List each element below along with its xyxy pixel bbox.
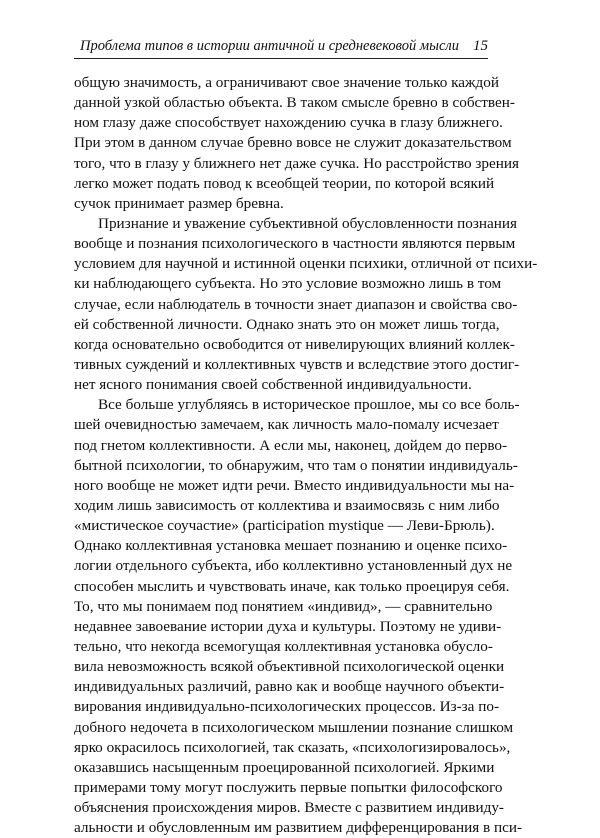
text-line: «мистическое соучастие» (participation mystique — Леви-Брюль). [74,517,495,535]
text-line: То, что мы понимаем под понятием «индивид», — сравнительно [74,597,493,615]
text-line: ходим лишь зависимость от коллектива и взаимосвязь с ним либо [74,496,500,514]
text-line: случае, если наблюдатель в точности знает диапазон и свойства сво- [74,295,518,313]
text-line: того, что в глазу у ближнего нет даже сучка. Но расстройство зрения [74,154,519,172]
text-line: ей собственной личности. Однако знать это он может лишь тогда, [74,315,500,333]
text-line: недавнее завоевание истории духа и культуры. Поэтому не удиви- [74,617,502,635]
text-line: вообще и познания психологического в частности являются первым [74,235,516,253]
text-line: логии отдельного субъекта, ибо коллективно установленный дух не [74,557,513,575]
text-line: ном глазу даже способствует нахождению сучка в глазу ближнего. [74,114,503,132]
text-line: ного вообще не может идти речи. Вместо индивидуальности мы на- [74,476,515,494]
paragraph [74,395,523,838]
text-line: бытной психологии, то обнаружим, что там о понятии индивидуаль- [74,456,518,474]
text-line: Все больше углубляясь в историческое прошлое, мы со все боль- [98,396,520,414]
text-line: индивидуальных различий, равно как и вообще научного объекти- [74,678,505,696]
text-line: легко может подать повод к всеобщей теории, по которой всякий [74,174,495,192]
text-line: сучок принимает размер бревна. [74,194,284,212]
text-line: общую значимость, а ограничивают свое значение только каждой [74,74,499,91]
text-line: примерами тому могут послужить первые попытки философского [74,778,503,796]
text-line: вирования индивидуально-психологических процессов. Из-за по- [74,698,499,716]
text-line: оказавшись насыщенным проецированной психологией. Яркими [74,758,495,776]
running-head [74,34,488,59]
running-title: Проблема типов в истории античной и средневековой мысли [80,38,459,54]
text-line: тивных суждений и коллективных чувств и вследствие этого достиг- [74,355,520,373]
text-line: вила невозможность всякой объективной психологической оценки [74,658,505,676]
text-line: когда основательно освободится от нивелирующих влияний коллек- [74,335,515,353]
text-line: альности и обусловленным им развитием дифференцирования в пси- [74,819,523,837]
text-line: ярко окрасилось психологией, так сказать, «психологизировалось», [74,738,511,756]
body-text [74,73,538,838]
text-line: данной узкой областью объекта. В таком смысле бревно в собствен- [74,94,515,112]
text-line: добного недочета в психологическом мышлении познание слишком [74,718,514,736]
paragraph [74,214,538,395]
text-line: под гнетом коллективности. А если мы, наконец, дойдем до перво- [74,436,508,454]
text-line: способен мыслить и чувствовать иначе, как только проецируя себя. [74,577,510,595]
text-line: шей очевидностью замечаем, как личность мало-помалу исчезает [74,416,499,434]
text-line: При этом в данном случае бревно вовсе не служит доказательством [74,134,512,152]
text-line: нет ясного понимания своей собственной индивидуальности. [74,376,472,394]
paragraph [74,73,519,214]
text-line: Однако коллективная установка мешает познанию и оценке психо- [74,537,508,555]
text-line: тельно, что некогда всемогущая коллективная установка обусло- [74,637,493,655]
text-line: условием для научной и истинной оценки психики, отличной от психи- [74,255,538,273]
page-number: 15 [473,38,488,54]
text-line: ки наблюдающего субъекта. Но это условие возможно лишь в том [74,275,502,293]
text-line: Признание и уважение субъективной обусловленности познания [98,214,517,232]
text-line: объяснения происхождения миров. Вместе с развитием индивиду- [74,799,504,817]
